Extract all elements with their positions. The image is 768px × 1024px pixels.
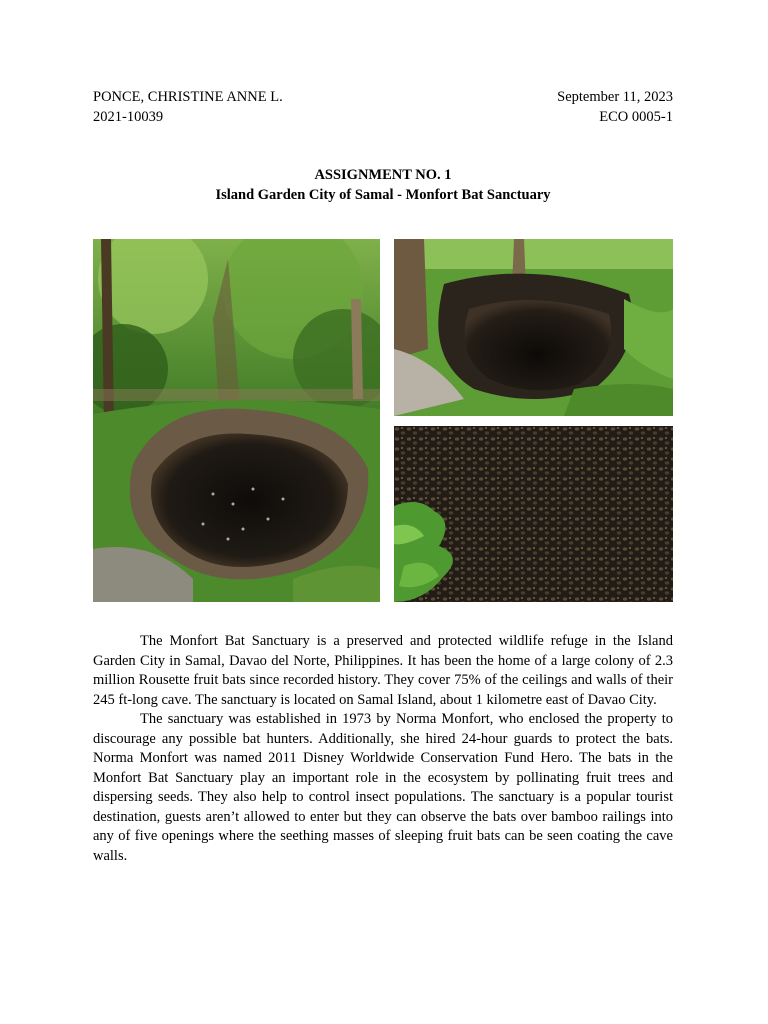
sinkhole-forest-photo [93, 239, 380, 602]
title-line-2: Island Garden City of Samal - Monfort Bat Sanctuary [215, 187, 551, 203]
document-header [93, 87, 673, 127]
student-id: 2021-10039 [93, 109, 164, 125]
course-code: ECO 0005-1 [599, 109, 673, 125]
document-date: September 11, 2023 [557, 89, 673, 105]
body-text [93, 632, 673, 866]
cave-opening-photo [394, 239, 673, 416]
title-line-1: ASSIGNMENT NO. 1 [314, 167, 452, 183]
paragraph-1: The Monfort Bat Sanctuary is a preserved and protected wildlife refuge in the Island Garden City in Samal, Davao del Norte, Philippines. It has been the home of a large colony of 2.3 million Rousette fruit bats since recorded history. They cover 75% of the ceilings and walls of their 245 ft-long cave. The sanctuary is located on Samal Island, about 1 kilometre east of Davao City. [93, 633, 673, 708]
paragraph-2: The sanctuary was established in 1973 by Norma Monfort, who enclosed the property to discourage any possible bat hunters. Additionally, she hired 24-hour guards to protect the bats. Norma Monfort was named 2011 Disney Worldwide Conservation Fund Hero. The bats in the Monfort Bat Sanctuary play an important role in the ecosystem by pollinating fruit trees and dispersing seeds. They also help to control insect populations. The sanctuary is a popular tourist destination, guests aren’t allowed to enter but they can observe the bats over bamboo railings into any of five openings where the seething masses of sleeping fruit bats can be seen coating the cave walls. [93, 711, 673, 864]
assignment-title [93, 165, 673, 205]
photo-collage [93, 239, 673, 602]
bat-colony-photo [394, 426, 673, 602]
author-name: PONCE, CHRISTINE ANNE L. [93, 89, 283, 105]
